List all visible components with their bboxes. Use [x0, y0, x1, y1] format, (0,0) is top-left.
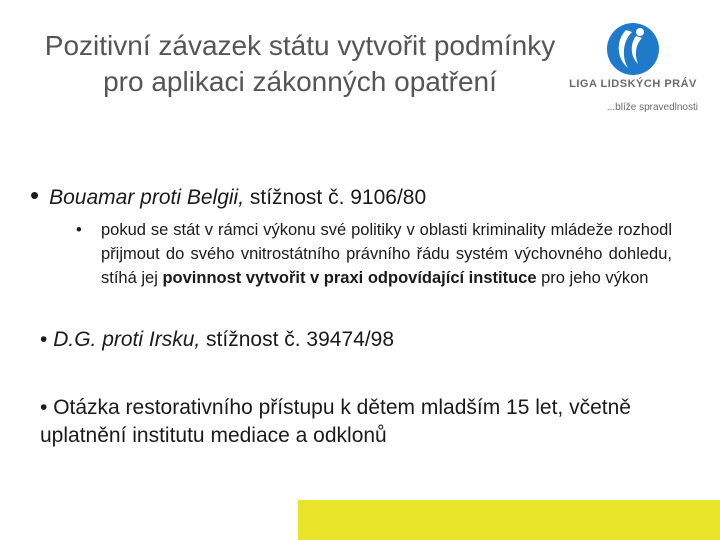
sub-text-end: pro jeho výkon [536, 269, 649, 287]
complaint-number-bouamar: stížnost č. 9106/80 [244, 186, 427, 209]
bullet-bouamar [30, 180, 426, 211]
case-name-bouamar: Bouamar proti Belgii, [49, 186, 245, 209]
bullet-restorative [40, 394, 690, 450]
sub-text-normal: pokud se stát v rámci výkonu své politiky v oblasti kriminality mládeže rozhodl přijmout do svého vnitrostátního právního řádu systém výchovného dohledu, stíhá jej [101, 221, 672, 287]
accent-bar [298, 500, 720, 540]
logo-name: LIGA LIDSKÝCH PRÁV [569, 78, 697, 90]
complaint-number-dg: stížnost č. 39474/98 [200, 328, 395, 351]
logo-tagline: ...blíže spravedlnosti [606, 102, 698, 113]
slide-title: Pozitivní závazek státu vytvořit podmínky pro aplikaci zákonných opatření [44, 30, 556, 97]
restorative-text: Otázka restorativního přístupu k dětem mladším 15 let, včetně uplatnění institutu mediace a odklonů [40, 396, 631, 447]
bullet-dg [40, 328, 394, 352]
sub-bullet [76, 218, 672, 290]
logo [568, 22, 698, 122]
case-name-dg: D.G. proti Irsku, [53, 328, 201, 351]
liga-logo-icon [606, 22, 660, 76]
sub-text-bold: povinnost vytvořit v praxi odpovídající instituce [162, 269, 537, 287]
sub-bullet-text [101, 218, 672, 290]
bullet-dot: • [40, 328, 54, 351]
bullet-dot: • [40, 396, 54, 419]
bullet-dot: • [30, 180, 40, 210]
sub-bullet-dot: • [76, 221, 82, 239]
